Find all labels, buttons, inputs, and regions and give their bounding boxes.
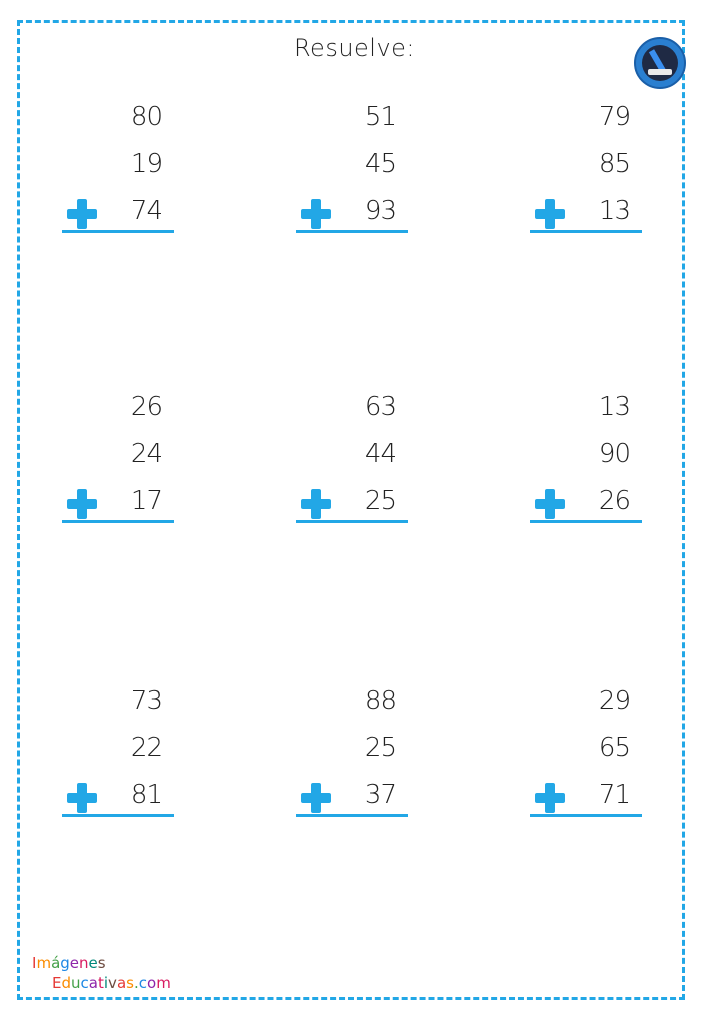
addition-problem-9 (530, 686, 644, 826)
addend-3: 37 (364, 780, 396, 810)
addend-2: 45 (364, 149, 396, 179)
addition-problem-3 (530, 102, 644, 242)
addend-1: 88 (364, 686, 396, 716)
addend-3: 26 (598, 486, 630, 516)
addend-2: 25 (364, 733, 396, 763)
addition-problem-6 (530, 392, 644, 532)
addition-problem-8 (296, 686, 410, 826)
addition-problem-2 (296, 102, 410, 242)
addition-problem-7 (62, 686, 176, 826)
addend-1: 29 (598, 686, 630, 716)
addend-1: 13 (598, 392, 630, 422)
sum-line (530, 520, 642, 523)
badge-base (648, 69, 672, 75)
site-logo (32, 954, 192, 998)
sum-line (62, 814, 174, 817)
addend-1: 26 (130, 392, 162, 422)
addend-1: 63 (364, 392, 396, 422)
addend-1: 80 (130, 102, 162, 132)
addend-1: 73 (130, 686, 162, 716)
addend-2: 90 (598, 439, 630, 469)
addend-2: 85 (598, 149, 630, 179)
addend-2: 65 (598, 733, 630, 763)
addition-problem-1 (62, 102, 176, 242)
addend-2: 19 (130, 149, 162, 179)
addend-1: 51 (364, 102, 396, 132)
addend-3: 71 (598, 780, 630, 810)
sum-line (62, 520, 174, 523)
page-title: Resuelve: (293, 34, 416, 62)
sum-line (530, 814, 642, 817)
addend-3: 17 (130, 486, 162, 516)
sum-line (62, 230, 174, 233)
addend-3: 25 (364, 486, 396, 516)
sum-line (296, 520, 408, 523)
addend-1: 79 (598, 102, 630, 132)
sum-line (296, 814, 408, 817)
sum-line (530, 230, 642, 233)
addend-2: 22 (130, 733, 162, 763)
addend-3: 74 (130, 196, 162, 226)
pencil-globe-icon (634, 37, 686, 89)
addend-3: 81 (130, 780, 162, 810)
logo-line-1: Imágenes (32, 954, 106, 972)
addend-2: 44 (364, 439, 396, 469)
addition-problem-4 (62, 392, 176, 532)
addend-2: 24 (130, 439, 162, 469)
addend-3: 93 (364, 196, 396, 226)
addend-3: 13 (598, 196, 630, 226)
addition-problem-5 (296, 392, 410, 532)
sum-line (296, 230, 408, 233)
logo-line-2: Educativas.com (52, 974, 171, 992)
badge-inner (642, 45, 678, 81)
